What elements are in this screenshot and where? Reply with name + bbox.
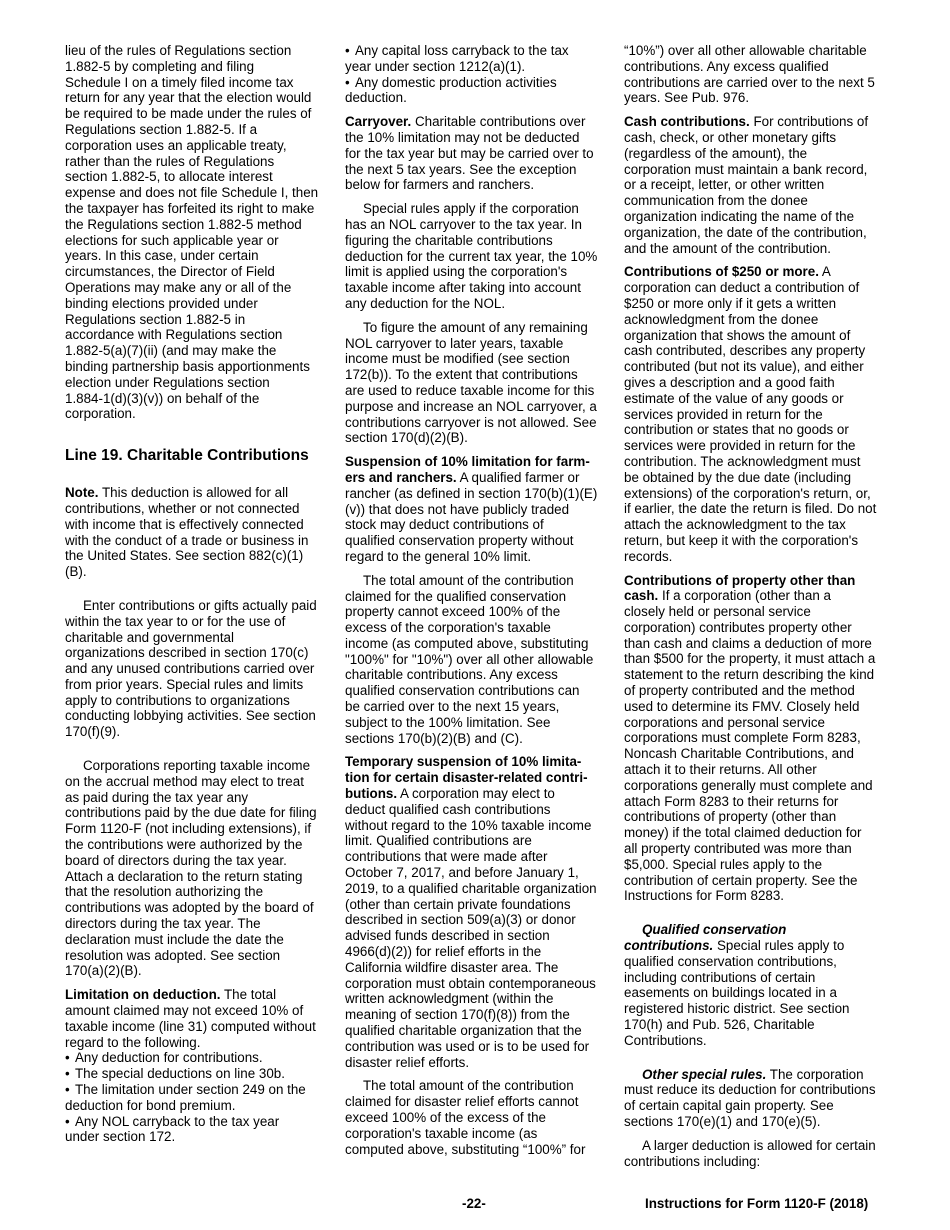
contributions-250-heading: Contributions of $250 or more. (624, 264, 819, 280)
paragraph-qualified-conservation: Qualified conservation contributions. Special rules apply to qualified conservation contributions, including contributions of certain easements on buildings located in a registered historic district. See section 170(h) and Pub. 526, Charitable Contributions. (624, 922, 888, 1048)
other-special-rules-heading: Other special rules. (642, 1066, 767, 1082)
paragraph-disaster-total: The total amount of the contribution claimed for disaster relief efforts cannot exceed 100% of the excess of the corporation's taxable income (as computed above, substituting “100%” for (345, 1078, 586, 1157)
paragraph-accrual-method: Corporations reporting taxable income on the accrual method may elect to treat as paid during the tax year any contributions paid by the due date for filing Form 1120-F (not including extensions), if the contributions were authorized by the board of directors during the tax year. Attach a declaration to the return stating that the resolution authorizing the contributions was adopted by the board of directors during the tax year. The declaration must include the date the resolution was adopted. See section 170(a)(2)(B). (65, 758, 317, 979)
disaster-suspension-heading: Temporary suspension of 10% limita- (345, 754, 582, 770)
paragraph-enter-contributions: Enter contributions or gifts actually paid within the tax year to or for the use of charitable and governmental organizations described in section 170(c) and any unused contributions carried over from prior years. Special rules and limits apply to contributions to organizations conducting lobbying activities. See section 170(f)(9). (65, 597, 317, 740)
paragraph-carryover: Carryover. Charitable contributions over the 10% limitation may not be deducted for the tax year but may be carried over to the next 5 tax years. See the exception below for farmers and ranchers. (345, 114, 594, 193)
carryover-heading: Carryover. (345, 114, 412, 130)
paragraph-continued: “10%”) over all other allowable charitable contributions. Any excess qualified contributions are carried over to the next 5 years. See Pub. 976. (624, 43, 875, 106)
paragraph-other-special-rules: Other special rules. The corporation must reduce its deduction for contributions of certain capital gain property. See sections 170(e)(1) and 170(e)(5). (624, 1066, 876, 1129)
paragraph-contributions-250: Contributions of $250 or more. A corporation can deduct a contribution of $250 or more only if it gets a written acknowledgment from the donee organization that shows the amount of cash contributed, describes any property contributed (but not its value), and either gives a description and a good faith estimate of the value of any goods or services provided in return for the contribution or states that no goods or services were provided in return for the contribution. The acknowledgment must be obtained by the due date (including extensions) of the corporation's return, or, if earlier, the date the return is filed. Do not attach the acknowledgment to the tax return, but keep it with the corporation's records. (624, 264, 877, 564)
paragraph-limitation-on-deduction: Limitation on deduction. The total amount claimed may not exceed 10% of taxable income (line 31) computed without regard to the following. • Any deduction for contributions. • The special deductions on line 30b. • The limitation under section 249 on the deduction for bond premium. • Any NOL carryback to the tax year under section 172. (65, 987, 327, 1145)
paragraph-note: Note. This deduction is allowed for all contributions, whether or not connected with income that is effectively connected with the conduct of a trade or business in the United States. See section 882(c)(1) (B). (65, 485, 309, 580)
bullet-item: • Any domestic production activities (345, 75, 607, 91)
cash-contributions-heading: Cash contributions. (624, 114, 750, 130)
paragraph-larger-deduction: A larger deduction is allowed for certain contributions including: (624, 1137, 876, 1169)
limitation-heading: Limitation on deduction. (65, 987, 221, 1003)
paragraph-cash-contributions: Cash contributions. For contributions of cash, check, or other monetary gifts (regardless of the amount), the corporation must maintain a bank record, or a receipt, letter, or other written communication from the donee organization indicating the name of the organization, the date of the contribution, and the amount of the contribution. (624, 114, 869, 256)
bullet-item: • Any NOL carryback to the tax year (65, 1114, 327, 1130)
paragraph-special-rules-nol: Special rules apply if the corporation has an NOL carryover to the tax year. In figuring the charitable contributions deduction for the current tax year, the 10% limit is applied using the corporation's taxable income after taking into account any deduction for the NOL. (345, 201, 598, 311)
paragraph-property-contributions: Contributions of property other than cash. If a corporation (other than a closely held or personal service corporation) contributes property other than cash and claims a deduction of more than $500 for the property, it must attach a statement to the return describing the kind of property contributed and the method used to determine its FMV. Closely held corporations and personal service corporations must complete Form 8283, Noncash Charitable Contributions, and attach it to their returns. All other corporations generally must complete and attach Form 8283 to their returns for contributions of property (other than money) if the total claimed deduction for all property contributed was more than $5,000. Special rules apply to the contribution of certain property. See the Instructions for Form 8283. (624, 573, 888, 905)
bullet-item: • Any capital loss carryback to the tax (345, 43, 607, 59)
section-heading-line-19: Line 19. Charitable Contributions (65, 447, 309, 465)
qualified-conservation-heading: Qualified conservation (642, 922, 787, 938)
paragraph-conservation-total: The total amount of the contribution claimed for the qualified conservation property cannot exceed 100% of the excess of the corporation's taxable income (as computed above, substituting "100%" for "10%") over all other allowable charitable contributions. Any excess qualified conservation contributions can be carried over to the next 15 years, subject to the 100% limitation. See sections 170(b)(2)(B) and (C). (345, 572, 594, 746)
property-contributions-heading: Contributions of property other than (624, 572, 856, 588)
paragraph-disaster-suspension: Temporary suspension of 10% limita- tion for certain disaster-related contri- butions. A corporation may elect to deduct qualified cash contributions without regard to the 10% taxable income limit. Qualified contributions are contributions that were made after October 7, 2017, and before January 1, 2019, to a qualified charitable organization (other than certain private foundations described in section 509(a)(3) or donor advised funds described in section 4966(d)(2)) for relief efforts in the California wildfire disaster area. The corporation must obtain contemporaneous written acknowledgment (within the meaning of section 170(f)(8)) from the qualified charitable organization that the contribution was used or is to be used for disaster relief efforts. (345, 754, 607, 1070)
farmers-ranchers-heading: Suspension of 10% limitation for farm- (345, 454, 590, 470)
bullet-item: • The limitation under section 249 on the (65, 1082, 327, 1098)
column-1 (65, 43, 327, 1145)
column-3 (624, 43, 888, 1169)
column-2 (345, 43, 607, 1157)
paragraph-regulations-election: lieu of the rules of Regulations section 1.882-5 by completing and filing Schedule I on a timely filed income tax return for any year that the election would be required to be made under the rules of Regulations section 1.882-5. If a corporation uses an applicable treaty, rather than the rules of Regulations section 1.882-5, to allocate interest expense and does not file Schedule I, then the taxpayer has forfeited its right to make the Regulations section 1.882-5 method elections for such applicable year or years. In this case, under certain circumstances, the Director of Field Operations may make any or all of the binding elections provided under Regulations section 1.882-5 in accordance with Regulations section 1.882-5(a)(7)(ii) (and may make the binding partnership basis apportionments election under Regulations section 1.884-1(d)(3)(v)) on behalf of the corporation. (65, 43, 319, 422)
form-title: Instructions for Form 1120-F (2018) (645, 1196, 869, 1211)
paragraph-farmers-ranchers: Suspension of 10% limitation for farm- ers and ranchers. A qualified farmer or rancher (as defined in section 170(b)(1)(E) (v)) that does not have publicly traded stock may deduct contributions of qualified conservation property without regard to the general 10% limit. (345, 454, 607, 565)
page-number: -22- (462, 1196, 486, 1211)
bullet-list-continued: • Any capital loss carryback to the tax year under section 1212(a)(1). • Any domestic production activities deduction. (345, 43, 607, 106)
bullet-item: • Any deduction for contributions. (65, 1050, 327, 1066)
bullet-item: • The special deductions on line 30b. (65, 1066, 327, 1082)
paragraph-nol-carryover: To figure the amount of any remaining NOL carryover to later years, taxable income must be modified (see section 172(b)). To the extent that contributions are used to reduce taxable income for this purpose and increase an NOL carryover, a contributions carryover is not allowed. See section 170(d)(2)(B). (345, 319, 597, 446)
note-label: Note. (65, 485, 99, 501)
